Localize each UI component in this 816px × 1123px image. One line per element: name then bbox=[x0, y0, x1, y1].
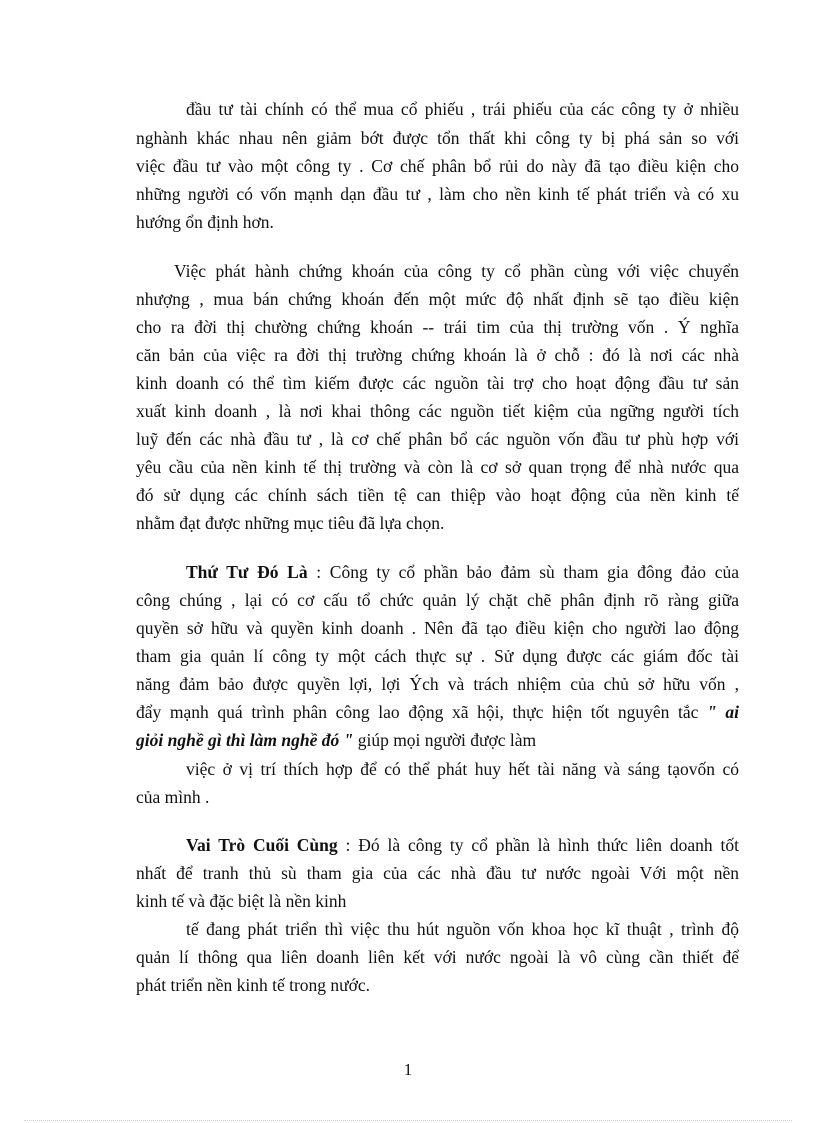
text-line: nhất để tranh thủ sù tham gia của các nhà đầu tư nước ngoài Với một nền bbox=[136, 863, 739, 883]
text-line: phát triển nền kinh tế trong nước. bbox=[136, 975, 371, 995]
text-line bbox=[136, 699, 739, 725]
text-line: tham gia quản lí công ty một cách thực sự . Sử dụng được các giám đốc tài bbox=[136, 646, 739, 666]
quote-text: " ai bbox=[707, 702, 739, 722]
text-line: quyền sở hữu và quyền kinh doanh . Nên đã tạo điều kiện cho người lao động bbox=[136, 618, 739, 638]
text-line bbox=[186, 832, 739, 858]
text-line: căn bản của việc ra đời thị trường chứng khoán là ở chỗ : đó là nơi các nhà bbox=[136, 345, 739, 365]
text-span: : Công ty cổ phần bảo đảm sù tham gia đông đảo của bbox=[307, 562, 739, 582]
text-line: năng đảm bảo được quyền lợi, lợi Ých và trách nhiệm của chủ sở hữu vốn , bbox=[136, 674, 739, 694]
text-line bbox=[186, 559, 739, 585]
text-line: nhằm đạt được những mục tiêu đã lựa chọn. bbox=[136, 513, 445, 533]
text-span: giúp mọi người được làm bbox=[353, 730, 537, 750]
text-line bbox=[136, 727, 739, 753]
text-line: luỹ đến các nhà đầu tư , là cơ chế phân bổ các nguồn vốn đầu tư phù hợp với bbox=[136, 429, 739, 449]
text-span: : Đó là công ty cổ phần là hình thức liên doanh tốt bbox=[337, 835, 739, 855]
text-line: đầu tư tài chính có thể mua cổ phiếu , trái phiếu của các công ty ở nhiều bbox=[186, 99, 739, 119]
text-line: tế đang phát triển thì việc thu hút nguồn vốn khoa học kĩ thuật , trình độ bbox=[186, 919, 739, 939]
text-span: đẩy mạnh quá trình phân công lao động xã hội, thực hiện tốt nguyên tắc bbox=[136, 702, 708, 722]
section-heading: Vai Trò Cuối Cùng bbox=[186, 835, 338, 855]
text-line: kinh doanh có thể tìm kiếm được các nguồn tài trợ cho hoạt động đầu tư sản bbox=[136, 373, 739, 393]
text-line: nhượng , mua bán chứng khoán đến một mức độ nhất định sẽ tạo điều kiện bbox=[136, 289, 739, 309]
text-line: hướng ổn định hơn. bbox=[136, 212, 274, 232]
text-line: đó sử dụng các chính sách tiền tệ can thiệp vào hoạt động của nền kinh tế bbox=[136, 485, 739, 505]
page-border-dotted bbox=[24, 1120, 792, 1121]
text-line: yêu cầu của nền kinh tế thị trường và còn là cơ sở quan trọng để nhà nước qua bbox=[136, 457, 739, 477]
text-line: việc đầu tư vào một công ty . Cơ chế phân bổ rủi do này đã tạo điều kiện cho bbox=[136, 156, 739, 176]
text-line: quản lí thông qua liên doanh liên kết với nước ngoài là vô cùng cần thiết để bbox=[136, 947, 739, 967]
text-line: những người có vốn mạnh dạn đầu tư , làm cho nền kinh tế phát triển và có xu bbox=[136, 184, 739, 204]
text-line: xuất kinh doanh , là nơi khai thông các nguồn tiết kiệm của ngững người tích bbox=[136, 401, 739, 421]
text-line: việc ở vị trí thích hợp để có thể phát huy hết tài năng và sáng tạovốn có bbox=[186, 759, 739, 779]
text-line: Việc phát hành chứng khoán của công ty cổ phần cùng với việc chuyển bbox=[174, 261, 739, 281]
text-line: kinh tế và đặc biệt là nền kinh bbox=[136, 891, 347, 911]
text-line: công chúng , lại có cơ cấu tổ chức quản lý chặt chẽ phân định rõ ràng giữa bbox=[136, 590, 739, 610]
text-line: của mình . bbox=[136, 787, 210, 807]
quote-text: giỏi nghề gì thì làm nghề đó " bbox=[136, 730, 354, 750]
page-number: 1 bbox=[403, 1060, 413, 1079]
text-line: nghành khác nhau nên giảm bớt được tổn thất khi công ty bị phá sản so với bbox=[136, 128, 739, 148]
text-line: cho ra đời thị chường chứng khoán -- trái tim của thị trường vốn . Ý nghĩa bbox=[136, 317, 739, 337]
section-heading: Thứ Tư Đó Là bbox=[186, 562, 308, 582]
